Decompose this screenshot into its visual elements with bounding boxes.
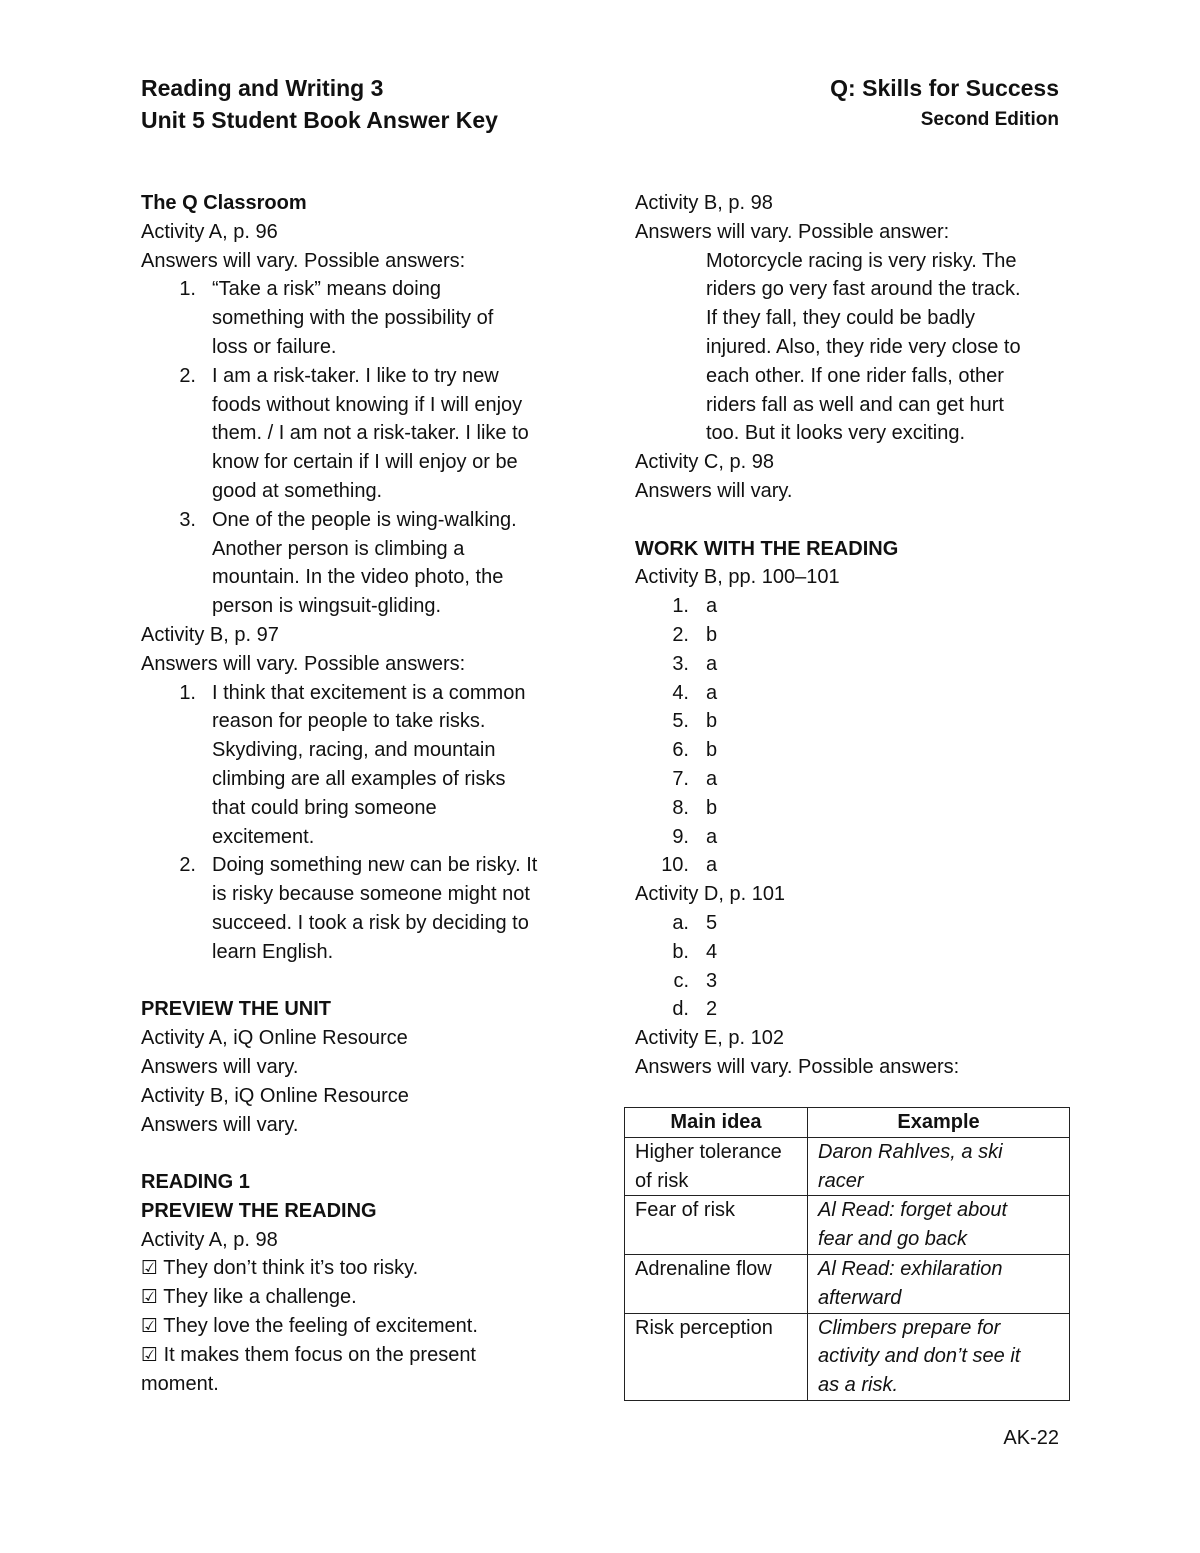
sample-answer-line: each other. If one rider falls, other: [706, 364, 1004, 387]
answer-number: 5.: [672, 710, 689, 733]
list-item-text: [196, 362, 529, 506]
activity-label: Activity E, p. 102: [635, 1027, 784, 1050]
list-item: [141, 851, 581, 966]
answer-item: [635, 938, 1075, 967]
answer-number: 6.: [672, 739, 689, 762]
answer-item: [635, 621, 1075, 650]
activity-label: Activity C, p. 98: [635, 451, 774, 474]
activity-note: Answers will vary.: [141, 1055, 299, 1078]
answer-number: 9.: [672, 825, 689, 848]
page-number: AK-22: [1003, 1427, 1059, 1449]
answer-item: [635, 679, 1075, 708]
sample-answer-paragraph: [635, 247, 1075, 449]
activity-label: Activity A, iQ Online Resource: [141, 1027, 408, 1050]
table-row: [625, 1254, 1070, 1313]
answer-list-activity-a: [141, 275, 581, 621]
answer-value: a: [706, 595, 718, 618]
list-item-line: Another person is climbing a: [212, 537, 465, 560]
brand-title: Q: Skills for Success: [830, 75, 1059, 101]
activity-label: Activity B, p. 97: [141, 623, 279, 646]
list-item-line: loss or failure.: [212, 335, 337, 358]
answer-item: [635, 794, 1075, 823]
answer-item: [635, 765, 1075, 794]
sample-answer-line: Motorcycle racing is very risky. The: [706, 249, 1017, 272]
sample-answer-line: injured. Also, they ride very close to: [706, 335, 1021, 358]
table-row: [625, 1137, 1070, 1196]
list-item-line: good at something.: [212, 479, 383, 502]
answer-value: 5: [706, 911, 718, 934]
cell-line: racer: [818, 1169, 864, 1192]
list-item-line: “Take a risk” means doing: [212, 278, 441, 301]
list-item: [141, 679, 581, 852]
answers-table: [624, 1107, 1070, 1401]
answer-value: b: [706, 623, 718, 646]
cell-main-idea: [625, 1196, 808, 1255]
list-item-line: mountain. In the video photo, the: [212, 566, 504, 589]
section-heading-reading-1: READING 1: [141, 1171, 250, 1194]
table-row: [625, 1313, 1070, 1400]
checked-answer-text: They don’t think it’s too risky.: [163, 1257, 419, 1280]
list-item-line: person is wingsuit-gliding.: [212, 595, 442, 618]
answer-value: a: [706, 767, 718, 790]
answer-number: c.: [673, 969, 689, 992]
answer-item: [635, 707, 1075, 736]
checked-answer: [141, 1283, 581, 1312]
right-column: [635, 189, 1075, 1082]
column-header-example: Example: [808, 1108, 1070, 1138]
list-item-line: is risky because someone might not: [212, 883, 530, 906]
edition-label: Second Edition: [920, 109, 1059, 130]
cell-main-idea: [625, 1137, 808, 1196]
answer-value: 4: [706, 940, 718, 963]
checked-answer: [141, 1312, 581, 1341]
activity-label: Activity A, p. 96: [141, 220, 278, 243]
activity-note: Answers will vary. Possible answers:: [141, 652, 466, 675]
list-item: [141, 362, 581, 506]
answer-item: [635, 995, 1075, 1024]
list-item-number: 1.: [179, 278, 196, 301]
answer-item: [635, 967, 1075, 996]
header-right: [830, 72, 1059, 136]
checked-answer-continuation: moment.: [141, 1372, 219, 1395]
answer-number: 8.: [672, 796, 689, 819]
checked-answer-text: They like a challenge.: [163, 1286, 357, 1309]
answer-list-work-b: [635, 592, 1075, 880]
checked-answer: [141, 1254, 581, 1283]
cell-line: fear and go back: [818, 1228, 967, 1251]
list-item-line: One of the people is wing-walking.: [212, 508, 517, 531]
answer-number: 1.: [672, 595, 689, 618]
checked-box-icon: ☑: [141, 1286, 159, 1309]
list-item-number: 2.: [179, 854, 196, 877]
activity-label: Activity B, pp. 100–101: [635, 566, 840, 589]
header-left: [141, 72, 498, 136]
book-title: Reading and Writing 3: [141, 75, 384, 101]
activity-label: Activity D, p. 101: [635, 883, 786, 906]
checked-box-icon: ☑: [141, 1257, 159, 1280]
cell-main-idea: [625, 1313, 808, 1400]
list-item-number: 1.: [179, 681, 196, 704]
list-item-line: that could bring someone: [212, 796, 437, 819]
list-item-number: 3.: [179, 508, 196, 531]
cell-example: [808, 1313, 1070, 1400]
cell-example: [808, 1137, 1070, 1196]
left-column: [141, 189, 581, 1398]
activity-note: Answers will vary.: [141, 1113, 299, 1136]
cell-line: Adrenaline flow: [635, 1257, 772, 1280]
activity-note: Answers will vary.: [635, 479, 793, 502]
answer-item: [635, 823, 1075, 852]
list-item-line: succeed. I took a risk by deciding to: [212, 911, 529, 934]
activity-note: Answers will vary. Possible answers:: [635, 1055, 960, 1078]
answer-number: 3.: [672, 652, 689, 675]
sample-answer-line: riders go very fast around the track.: [706, 278, 1021, 301]
cell-line: Climbers prepare for: [818, 1316, 1001, 1339]
checked-box-icon: ☑: [141, 1343, 159, 1366]
activity-label: Activity B, iQ Online Resource: [141, 1084, 409, 1107]
answer-item: [635, 736, 1075, 765]
list-item-text: [196, 679, 525, 852]
section-heading-q-classroom: The Q Classroom: [141, 192, 307, 214]
list-item-line: reason for people to take risks.: [212, 710, 486, 733]
checked-box-icon: ☑: [141, 1315, 159, 1338]
section-subheading-preview-reading: PREVIEW THE READING: [141, 1199, 377, 1222]
cell-line: of risk: [635, 1169, 689, 1192]
answer-number: 2.: [672, 623, 689, 646]
answer-value: a: [706, 854, 718, 877]
list-item-line: excitement.: [212, 825, 315, 848]
cell-line: as a risk.: [818, 1374, 899, 1397]
answer-value: b: [706, 710, 718, 733]
cell-example: [808, 1196, 1070, 1255]
sample-answer-line: If they fall, they could be badly: [706, 307, 976, 330]
cell-line: Daron Rahlves, a ski: [818, 1140, 1003, 1163]
cell-line: Higher tolerance: [635, 1140, 782, 1163]
answer-value: 2: [706, 998, 718, 1021]
sample-answer-line: too. But it looks very exciting.: [706, 422, 966, 445]
list-item-text: [196, 275, 493, 361]
answer-value: a: [706, 825, 718, 848]
cell-main-idea: [625, 1254, 808, 1313]
answer-number: d.: [672, 998, 689, 1021]
list-item-number: 2.: [179, 364, 196, 387]
section-heading-work-with-reading: WORK WITH THE READING: [635, 537, 899, 560]
cell-line: Fear of risk: [635, 1199, 736, 1222]
table-row: [625, 1196, 1070, 1255]
answer-list-activity-b: [141, 679, 581, 967]
list-item: [141, 506, 581, 621]
activity-label: Activity B, p. 98: [635, 192, 773, 214]
answer-value: b: [706, 739, 718, 762]
answer-number: 10.: [661, 854, 689, 877]
answer-item: [635, 650, 1075, 679]
checked-answer-text: It makes them focus on the present: [163, 1343, 476, 1366]
unit-title: Unit 5 Student Book Answer Key: [141, 107, 498, 133]
checked-answers-list: [141, 1254, 581, 1369]
activity-label: Activity A, p. 98: [141, 1228, 278, 1251]
answer-item: [635, 909, 1075, 938]
cell-line: Al Read: forget about: [818, 1199, 1008, 1222]
list-item: [141, 275, 581, 361]
cell-example: [808, 1254, 1070, 1313]
answer-number: 7.: [672, 767, 689, 790]
list-item-text: [196, 851, 537, 966]
answer-value: a: [706, 681, 718, 704]
list-item-line: them. / I am not a risk-taker. I like to: [212, 422, 529, 445]
answer-number: a.: [672, 911, 689, 934]
activity-note: Answers will vary. Possible answer:: [635, 220, 950, 243]
cell-line: afterward: [818, 1286, 902, 1309]
list-item-line: something with the possibility of: [212, 307, 494, 330]
answer-list-work-d: [635, 909, 1075, 1024]
list-item-line: foods without knowing if I will enjoy: [212, 393, 523, 416]
section-heading-preview-unit: PREVIEW THE UNIT: [141, 998, 332, 1021]
activity-note: Answers will vary. Possible answers:: [141, 249, 466, 272]
answer-number: b.: [672, 940, 689, 963]
checked-answer-text: They love the feeling of excitement.: [163, 1315, 478, 1338]
cell-line: activity and don’t see it: [818, 1345, 1021, 1368]
answer-value: 3: [706, 969, 718, 992]
list-item-line: climbing are all examples of risks: [212, 767, 506, 790]
list-item-line: know for certain if I will enjoy or be: [212, 451, 518, 474]
cell-line: Al Read: exhilaration: [818, 1257, 1003, 1280]
list-item-line: Skydiving, racing, and mountain: [212, 739, 496, 762]
column-header-main-idea: Main idea: [625, 1108, 808, 1138]
table-header-row: [625, 1108, 1070, 1138]
list-item-line: I am a risk-taker. I like to try new: [212, 364, 499, 387]
list-item-line: learn English.: [212, 940, 334, 963]
answer-value: b: [706, 796, 718, 819]
answer-item: [635, 851, 1075, 880]
answer-value: a: [706, 652, 718, 675]
list-item-line: I think that excitement is a common: [212, 681, 526, 704]
sample-answer-line: riders fall as well and can get hurt: [706, 393, 1004, 416]
list-item-line: Doing something new can be risky. It: [212, 854, 538, 877]
answer-item: [635, 592, 1075, 621]
answer-number: 4.: [672, 681, 689, 704]
checked-answer: [141, 1341, 581, 1370]
cell-line: Risk perception: [635, 1316, 773, 1339]
list-item-text: [196, 506, 517, 621]
